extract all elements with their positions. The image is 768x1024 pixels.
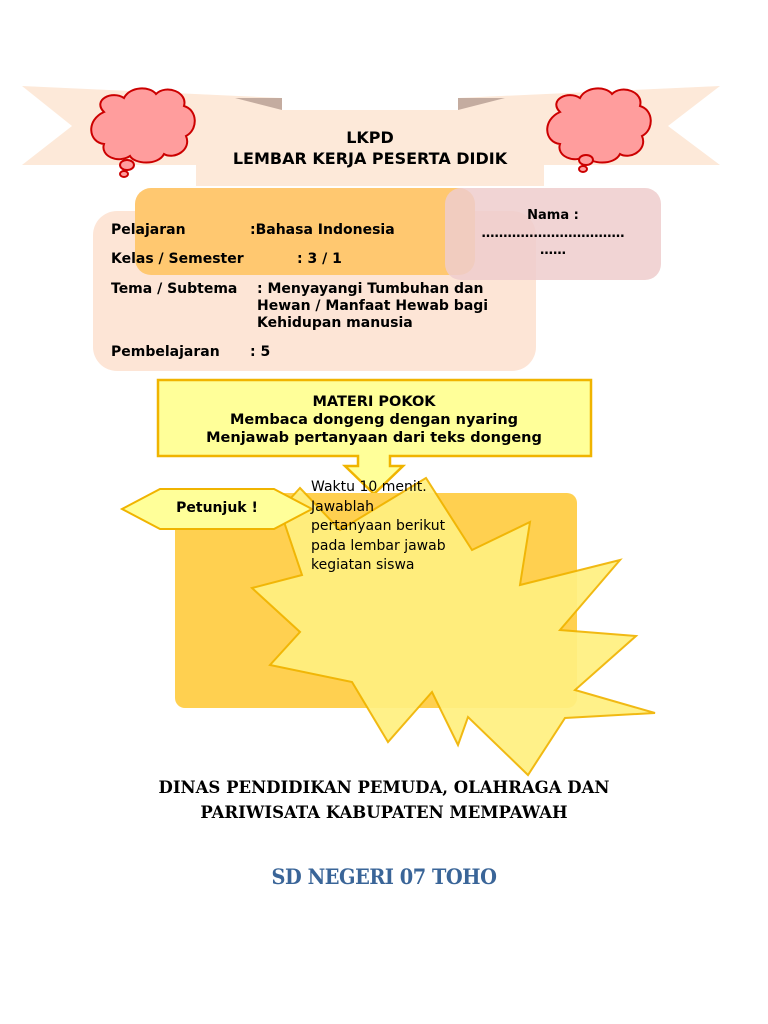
tema-value-line2: Hewan / Manfaat Hewab bagi <box>257 298 489 314</box>
petunjuk-label: Petunjuk ! <box>176 500 258 516</box>
materi-heading: MATERI POKOK <box>312 394 436 410</box>
instruction-line: Jawablah <box>311 498 374 515</box>
school-name: SD NEGERI 07 TOHO <box>271 864 497 889</box>
tema-value-line1: : Menyayangi Tumbuhan dan <box>257 281 484 297</box>
instruction-line: pertanyaan berikut <box>311 518 446 534</box>
title-full: LEMBAR KERJA PESERTA DIDIK <box>232 149 508 168</box>
instruction-line: Waktu 10 menit. <box>311 479 427 495</box>
footer-line2: PARIWISATA KABUPATEN MEMPAWAH <box>200 803 568 822</box>
tema-value-line3: Kehidupan manusia <box>257 315 413 331</box>
pelajaran-value: :Bahasa Indonesia <box>250 222 395 238</box>
nama-dots-line1: …………………………… <box>481 226 625 241</box>
instruction-line: pada lembar jawab <box>311 537 446 554</box>
instruction-line: kegiatan siswa <box>311 557 415 573</box>
materi-line2: Menjawab pertanyaan dari teks dongeng <box>206 430 542 446</box>
kelas-value: : 3 / 1 <box>297 251 342 267</box>
title-short: LKPD <box>346 128 394 147</box>
nama-label: Nama : <box>527 208 579 223</box>
petunjuk-instructions <box>311 478 446 576</box>
nama-dots-line2: …… <box>540 243 566 258</box>
materi-text <box>158 393 590 447</box>
tema-label: Tema / Subtema <box>111 281 238 297</box>
pembelajaran-value: : 5 <box>250 344 271 360</box>
materi-line1: Membaca dongeng dengan nyaring <box>229 412 519 428</box>
pelajaran-label: Pelajaran <box>111 222 186 238</box>
kelas-label: Kelas / Semester <box>111 251 244 267</box>
pembelajaran-label: Pembelajaran <box>111 344 220 360</box>
footer-line1: DINAS PENDIDIKAN PEMUDA, OLAHRAGA DAN <box>158 778 610 797</box>
